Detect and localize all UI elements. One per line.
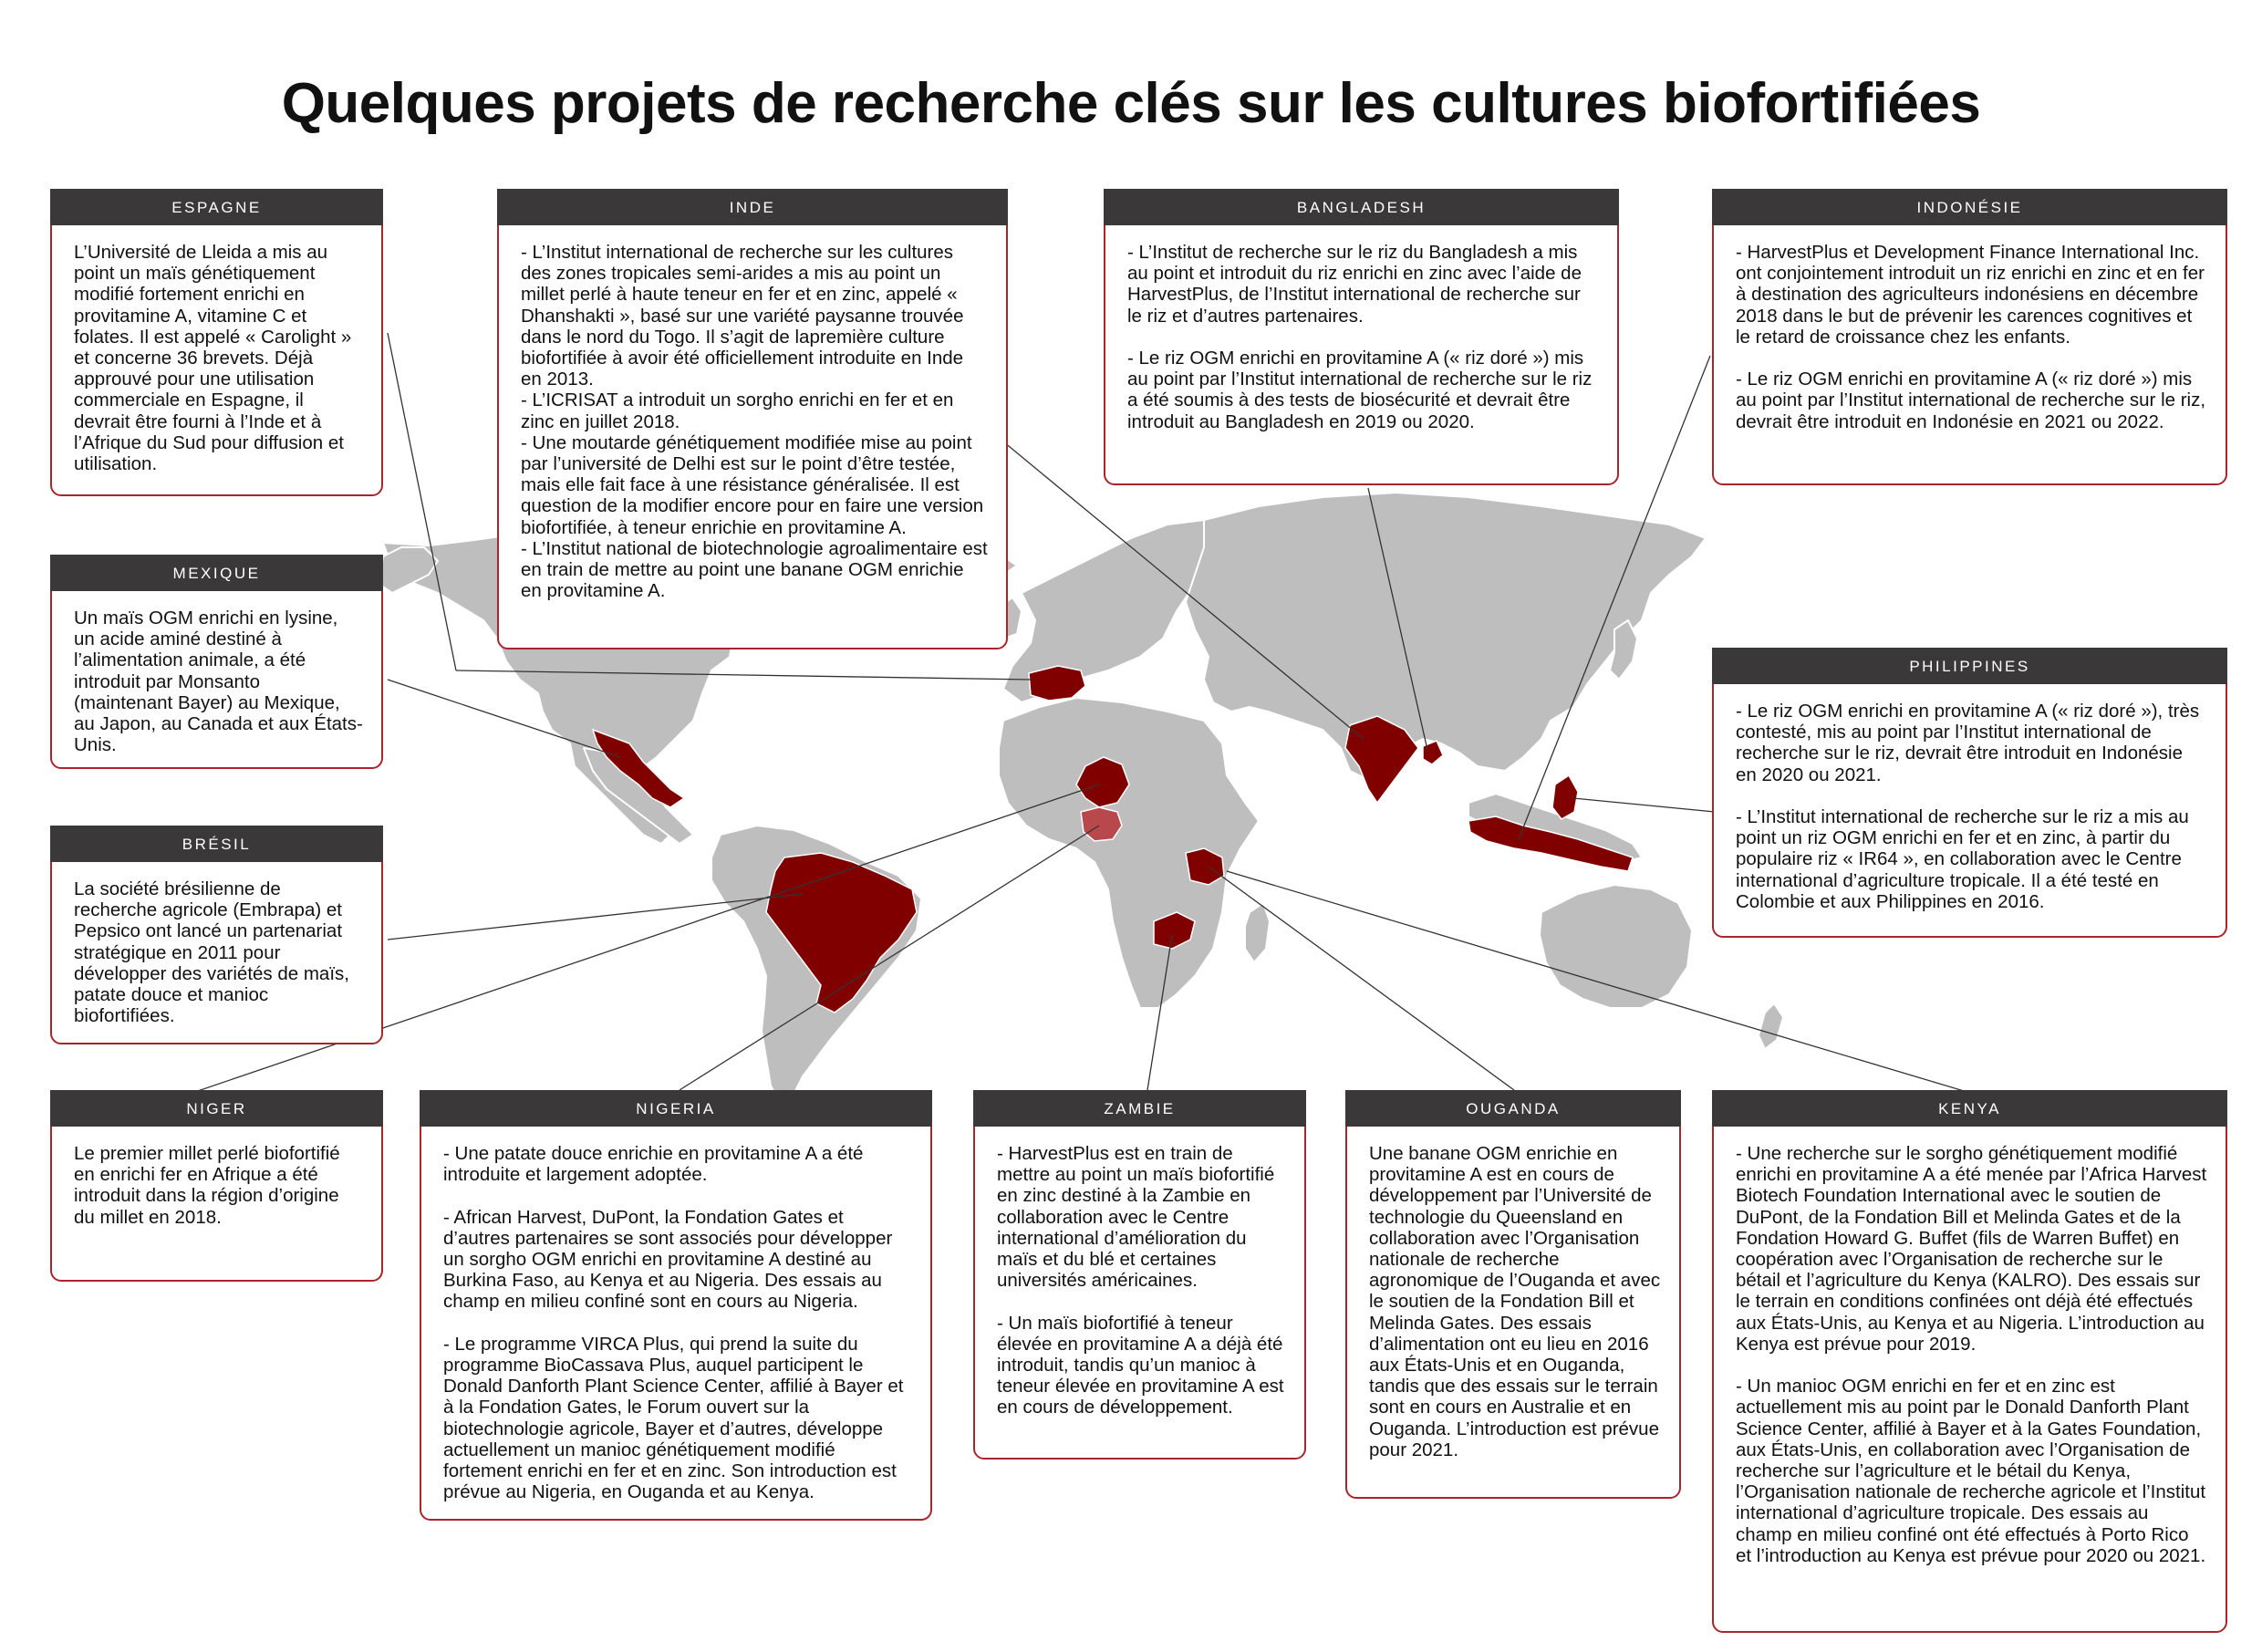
connector-ouganda bbox=[1209, 867, 1514, 1090]
box-kenya bbox=[1712, 1090, 2227, 1633]
box-mexique bbox=[50, 555, 383, 769]
box-text-espagne: L’Université de Lleida a mis au point un maïs génétiquement modifié fortement enrichi en provitamine A, vitamine C et folates. Il est appelé « Carolight » et concerne 36 brevets. Déjà approuvé pour une utilisation commerciale en Espagne, il devrait être fourni à l’Inde et à l’Afrique du Sud pour diffusion et utilisation. bbox=[74, 242, 352, 475]
highlight-spain bbox=[1029, 666, 1085, 701]
box-header-niger: NIGER bbox=[50, 1090, 383, 1127]
box-text-ouganda: Une banane OGM enrichie en provitamine A est en cours de développement par l’Université de technologie du Queensland en collaboration avec l’Organisation nationale de recherche agronomique de l’Ouganda et avec le soutien de la Fondation Bill et Melinda Gates. Des essais d’alimentation ont eu lieu en 2016 aux États-Unis et en Ouganda, tandis que des essais sur le terrain sont en cours en Australie et en Ouganda. L’introduction est prévue pour 2021. bbox=[1369, 1143, 1661, 1460]
box-header-ouganda: OUGANDA bbox=[1345, 1090, 1681, 1127]
new-zealand-land bbox=[1759, 1003, 1783, 1049]
box-indonesie bbox=[1712, 189, 2227, 485]
box-header-zambie: ZAMBIE bbox=[973, 1090, 1306, 1127]
box-header-mexique: MEXIQUE bbox=[50, 555, 383, 591]
box-header-inde: INDE bbox=[497, 189, 1008, 225]
box-text-bresil: La société brésilienne de recherche agricole (Embrapa) et Pepsico ont lancé un partenariat stratégique en 2011 pour développer des variétés de maïs, patate douce et manioc biofortifiées. bbox=[74, 878, 349, 1027]
box-header-nigeria: NIGERIA bbox=[420, 1090, 932, 1127]
box-philippines bbox=[1712, 648, 2227, 938]
box-niger bbox=[50, 1090, 383, 1282]
box-bresil bbox=[50, 826, 383, 1044]
box-text-philippines: - Le riz OGM enrichi en provitamine A (« riz doré »), très contesté, mis au point par l’Institut international de recherche sur le riz, devrait être introduit en Indonésie en 2020 ou 2021. - L’Institut international de recherche sur le riz a mis au point un riz OGM enrichi en fer et en zinc, à partir du populaire riz « IR64 », en collaboration avec le Centre international d’agriculture tropicale. Il a été testé en Colombie et aux Philippines en 2016. bbox=[1736, 701, 2200, 912]
box-text-niger: Le premier millet perlé biofortifié en enrichi fer en Afrique a été introduit dans la région d’origine du millet en 2018. bbox=[74, 1143, 340, 1228]
box-header-kenya: KENYA bbox=[1712, 1090, 2227, 1127]
box-espagne bbox=[50, 189, 383, 496]
africa-land bbox=[999, 698, 1259, 1008]
highlight-philippines bbox=[1552, 775, 1578, 819]
connector-espagne bbox=[388, 333, 456, 670]
box-text-mexique: Un maïs OGM enrichi en lysine, un acide aminé destiné à l’alimentation animale, a été introduit par Monsanto (maintenant Bayer) au Mexique, au Japon, au Canada et aux États-Unis. bbox=[74, 608, 363, 756]
box-text-bangladesh: - L’Institut de recherche sur le riz du Bangladesh a mis au point et introduit du riz enrichi en zinc avec l’aide de HarvestPlus, de l’Institut international de recherche sur le riz et d’autres partenaires. - Le riz OGM enrichi en provitamine A (« riz doré ») mis au point par l’Institut international de recherche sur le riz a été soumis à des tests de biosécurité et devrait être introduit au Bangladesh en 2019 ou 2020. bbox=[1127, 242, 1593, 432]
madagascar-land bbox=[1245, 903, 1270, 962]
box-zambie bbox=[973, 1090, 1306, 1460]
australia-land bbox=[1540, 885, 1692, 1008]
box-text-nigeria: - Une patate douce enrichie en provitamine A a été introduite et largement adoptée. - African Harvest, DuPont, la Fondation Gates et d’autres partenaires se sont associés pour développer un sorgho OGM enrichi en provitamine A destiné au Burkina Faso, au Kenya et au Nigeria. Des essais au champ en milieu confiné sont en cours au Nigeria. - Le programme VIRCA Plus, qui prend la suite du programme BioCassava Plus, auquel participent le Donald Danforth Plant Science Center, affilié à Bayer et à la Fondation Gates, le Forum ouvert sur la biotechnologie agricole, Bayer et d’autres, développe actuellement un manioc génétiquement modifié fortement enrichi en fer et en zinc. Son introduction est prévue au Nigeria, en Ouganda et au Kenya. bbox=[443, 1143, 904, 1503]
box-text-kenya: - Une recherche sur le sorgho génétiquement modifié enrichi en provitamine A a été menée par l’Africa Harvest Biotech Foundation International avec le soutien de DuPont, de la Fondation Bill et Melinda Gates et de la Fondation Howard G. Buffet (fils de Warren Buffet) en coopération avec l’Organisation de recherche sur le bétail et l’agriculture du Kenya (KALRO). Des essais sur le terrain en conditions confinées ont déjà été effectués aux États-Unis, au Kenya et au Nigeria. L’introduction au Kenya est prévue pour 2019. - Un manioc OGM enrichi en fer et en zinc est actuellement mis au point par le Donald Danforth Plant Science Center, affilié à Bayer et à la Gates Foundation, aux États-Unis, en collaboration avec l’Organisation de recherche sur l’agriculture et le bétail du Kenya, l’Organisation nationale de recherche agricole et l’Institut international d’agriculture tropicale. Des essais au champ en milieu confiné ont été effectués à Porto Rico et l’introduction au Kenya est prévue pour 2020 ou 2021. bbox=[1736, 1143, 2207, 1566]
box-bangladesh bbox=[1104, 189, 1619, 485]
box-header-indonesie: INDONÉSIE bbox=[1712, 189, 2227, 225]
box-text-indonesie: - HarvestPlus et Development Finance International Inc. ont conjointement introduit un riz enrichi en zinc et en fer à destination des agriculteurs indonésiens en décembre 2018 dans le but de prévenir les carences cognitives et le retard de croissance chez les enfants. - Le riz OGM enrichi en provitamine A (« riz doré ») mis au point par l’Institut international de recherche sur le riz, devrait être introduit en Indonésie en 2021 ou 2022. bbox=[1736, 242, 2206, 432]
box-header-bresil: BRÉSIL bbox=[50, 826, 383, 862]
box-nigeria bbox=[420, 1090, 932, 1521]
box-header-philippines: PHILIPPINES bbox=[1712, 648, 2227, 684]
box-header-bangladesh: BANGLADESH bbox=[1104, 189, 1619, 225]
box-ouganda bbox=[1345, 1090, 1681, 1499]
box-text-zambie: - HarvestPlus est en train de mettre au point un maïs biofortifié en zinc destiné à la Zambie en collaboration avec le Centre international d’amélioration du maïs et du blé et certaines universités américaines. - Un maïs biofortifié à teneur élevée en provitamine A a déjà été introduit, tandis qu’un manioc à teneur élevée en provitamine A est en cours de développement. bbox=[997, 1143, 1284, 1418]
japan-land bbox=[1610, 620, 1637, 680]
box-inde bbox=[497, 189, 1008, 649]
box-text-inde: - L’Institut international de recherche sur les cultures des zones tropicales semi-arides a mis au point un millet perlé à haute teneur en fer et en zinc, appelé « Dhanshakti », basé sur une variété paysanne trouvée dans le nord du Togo. Il s’agit de lapremière culture biofortifiée à avoir été officiellement introduite en Inde en 2013. - L’ICRISAT a introduit un sorgho enrichi en fer et en zinc en juillet 2018. - Une moutarde génétiquement modifiée mise au point par l’université de Delhi est sur le point d’être testée, mais elle fait face à une résistance généralisée. Il est question de la modifier encore pour en faire une version biofortifiée, à teneur enrichie en provitamine A. - L’Institut national de biotechnologie agroalimentaire est en train de mettre au point une banane OGM enrichie en provitamine A. bbox=[521, 242, 988, 602]
box-header-espagne: ESPAGNE bbox=[50, 189, 383, 225]
page-title: Quelques projets de recherche clés sur les cultures biofortifiées bbox=[281, 72, 1981, 135]
connector-philippines bbox=[1573, 798, 1715, 812]
